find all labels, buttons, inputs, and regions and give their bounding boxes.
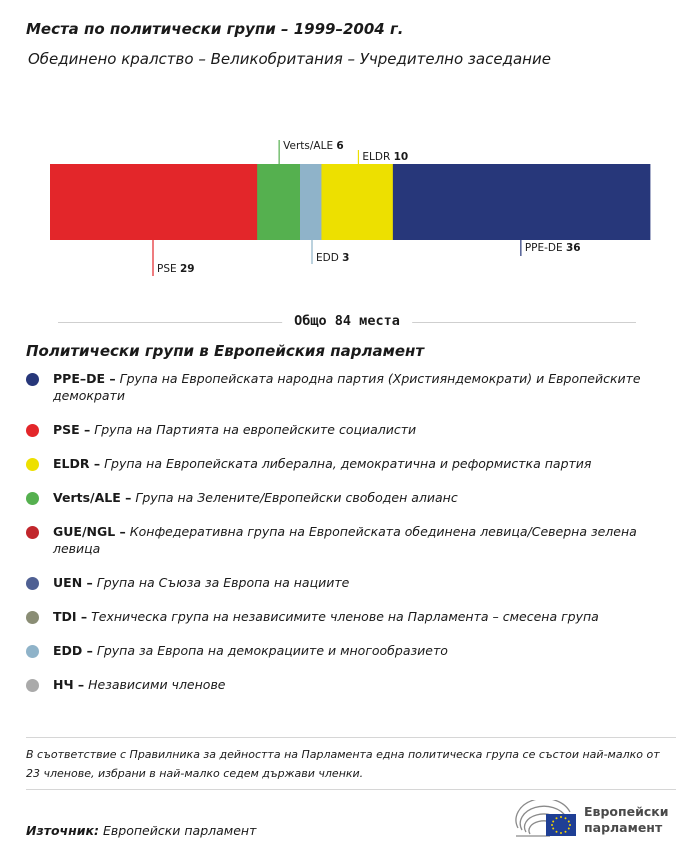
legend-abbr: ELDR – bbox=[53, 456, 101, 471]
ep-logo-icon bbox=[514, 800, 580, 838]
footnote-divider-top bbox=[26, 737, 676, 738]
legend-item bbox=[26, 489, 676, 506]
legend-dot bbox=[26, 611, 39, 624]
legend-abbr: PSE – bbox=[53, 422, 91, 437]
legend-item bbox=[26, 523, 676, 557]
bar-vertsale bbox=[257, 164, 300, 240]
data-label-name: PPE-DE bbox=[524, 242, 567, 254]
page-subtitle: Обединено кралство – Великобритания – Учредително заседание bbox=[28, 50, 551, 68]
legend-text: Група на Съюза за Европа на нациите bbox=[92, 575, 350, 590]
legend-abbr: Verts/ALE – bbox=[53, 490, 132, 505]
footnote: В съответствие с Правилника за дейността на Парламента една политическа група се състои най-малко от 23 членове, избрани в най-малко седем държави членки. bbox=[26, 748, 660, 780]
bar-pse bbox=[50, 164, 258, 240]
legend-item bbox=[26, 574, 676, 591]
data-label-pse bbox=[157, 263, 195, 275]
legend-dot bbox=[26, 526, 39, 539]
legend-list bbox=[26, 370, 676, 710]
legend-abbr: TDI – bbox=[53, 609, 88, 624]
legend-item bbox=[26, 608, 676, 625]
legend-title: Политически групи в Европейския парламент bbox=[26, 342, 425, 360]
bar-eldr bbox=[321, 164, 393, 240]
bar-ppede bbox=[393, 164, 651, 240]
legend-text: Група за Европа на демокрациите и многообразието bbox=[92, 643, 448, 658]
legend-text: Конфедеративна група на Европейската обединена левица/Северна зелена левица bbox=[53, 524, 637, 556]
source-text: Европейски парламент bbox=[103, 823, 257, 838]
data-label-value: 10 bbox=[393, 151, 409, 163]
total-seats-row bbox=[58, 312, 636, 332]
legend-dot bbox=[26, 492, 39, 505]
legend-dot bbox=[26, 424, 39, 437]
legend-abbr: PPE–DE – bbox=[53, 371, 116, 386]
legend-abbr: НЧ – bbox=[53, 677, 85, 692]
legend-abbr: GUE/NGL – bbox=[53, 524, 126, 539]
legend-item bbox=[26, 642, 676, 659]
legend-text: Група на Зелените/Европейски свободен алианс bbox=[131, 490, 458, 505]
source-line bbox=[26, 823, 256, 838]
ep-logo bbox=[514, 800, 684, 838]
legend-item bbox=[26, 421, 676, 438]
legend-dot bbox=[26, 577, 39, 590]
data-label-edd bbox=[316, 252, 349, 264]
logo-line1: Европейски bbox=[584, 804, 669, 819]
legend-abbr: EDD – bbox=[53, 643, 93, 658]
legend-dot bbox=[26, 373, 39, 386]
data-label-ppede bbox=[525, 242, 581, 254]
data-label-value: 36 bbox=[566, 242, 581, 254]
data-label-value: 3 bbox=[342, 252, 350, 264]
bar-edd bbox=[300, 164, 322, 240]
footnote-divider-bottom bbox=[26, 789, 676, 790]
legend-item bbox=[26, 455, 676, 472]
legend-item bbox=[26, 370, 676, 404]
data-label-vertsale bbox=[283, 140, 344, 152]
legend-dot bbox=[26, 679, 39, 692]
data-label-eldr bbox=[362, 151, 408, 163]
source-label: Източник: bbox=[26, 823, 100, 838]
logo-line2: парламент bbox=[584, 820, 663, 835]
data-label-value: 29 bbox=[179, 263, 195, 275]
legend-text: Независими членове bbox=[84, 677, 226, 692]
data-label-name: PSE bbox=[157, 263, 180, 275]
data-label-name: EDD bbox=[316, 252, 343, 264]
legend-text: Група на Партията на европейските социалисти bbox=[90, 422, 417, 437]
data-label-value: 6 bbox=[336, 140, 344, 152]
legend-abbr: UEN – bbox=[53, 575, 93, 590]
seat-bar-chart bbox=[0, 130, 700, 290]
legend-item bbox=[26, 676, 676, 693]
legend-dot bbox=[26, 458, 39, 471]
total-seats-label: Общо 84 места bbox=[282, 313, 412, 329]
data-label-name: Verts/ALE bbox=[283, 140, 337, 152]
legend-text: Група на Европейската либерална, демократична и реформистка партия bbox=[100, 456, 592, 471]
legend-dot bbox=[26, 645, 39, 658]
legend-text: Група на Европейската народна партия (Християндемократи) и Европейските демократи bbox=[53, 371, 641, 403]
data-label-name: ELDR bbox=[362, 151, 394, 163]
legend-text: Техническа група на независимите членове на Парламента – смесена група bbox=[87, 609, 599, 624]
page-title: Места по политически групи – 1999–2004 г. bbox=[26, 20, 404, 38]
